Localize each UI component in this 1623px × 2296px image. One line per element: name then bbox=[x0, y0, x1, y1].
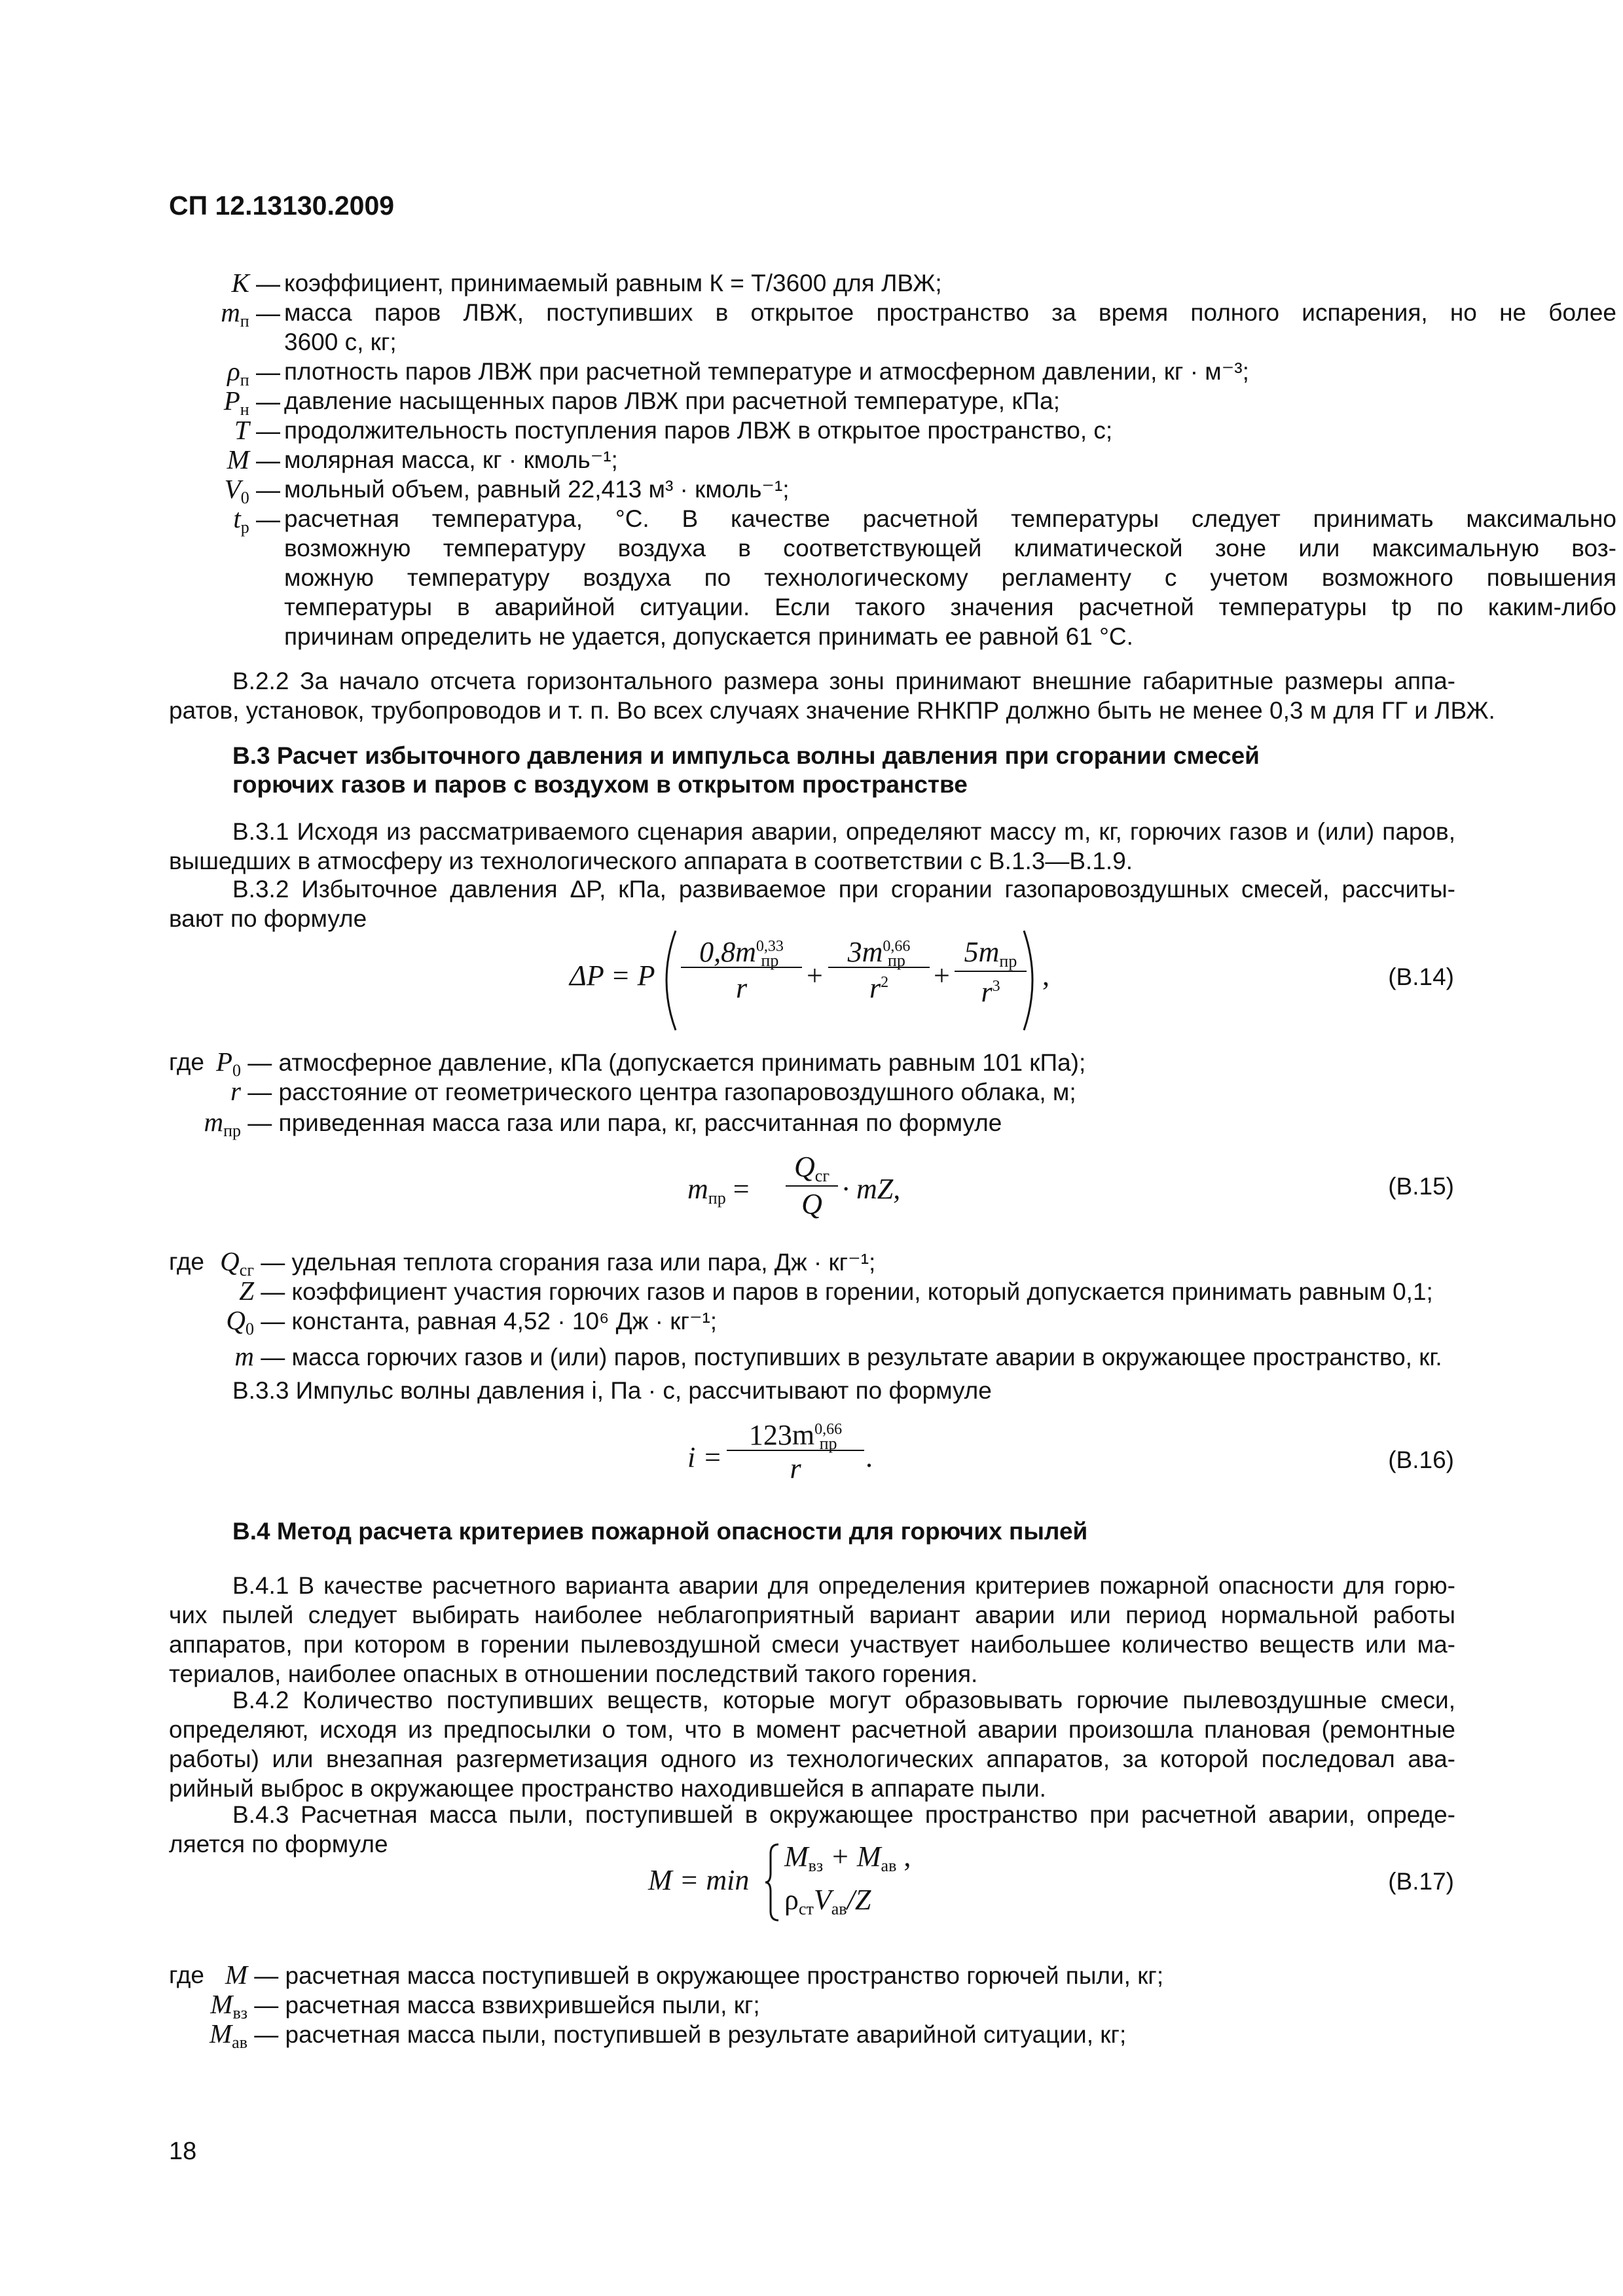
em-dash: — bbox=[249, 388, 280, 415]
tail-text: · mZ, bbox=[842, 1173, 901, 1205]
term-3-num: 5m bbox=[964, 936, 1000, 968]
left-paren bbox=[655, 928, 681, 1033]
definition-text bbox=[284, 445, 1616, 475]
definition-text: — расчетная масса поступившей в окружающее пространство горючей пыли, кг; bbox=[247, 1962, 1164, 1989]
term-2-den-exp: 2 bbox=[881, 974, 889, 991]
row2-tail: /Z bbox=[847, 1884, 871, 1916]
formula-b16-fraction bbox=[727, 1420, 864, 1483]
text-line: плотность паров ЛВЖ при расчетной температуре и атмосферном давлении, кг · м⁻³; bbox=[284, 358, 1249, 385]
lhs-symbol: m bbox=[687, 1173, 708, 1205]
symbol-subscript: 0 bbox=[240, 488, 249, 507]
text-line: определяют, исходя из предпосылки о том, что в момент расчетной аварии произошла плановая (ремонтные bbox=[169, 1716, 1455, 1743]
definition-symbol bbox=[227, 357, 280, 389]
formula-b17-lhs bbox=[648, 1865, 749, 1895]
text-line: 3600 с, кг; bbox=[284, 329, 397, 355]
text-line: чих пылей следует выбирать наиболее неблагоприятный вариант аварии или период нормальной работы bbox=[169, 1602, 1455, 1628]
row1-sym: M bbox=[784, 1840, 809, 1873]
symbol-letter: T bbox=[234, 415, 249, 445]
definition-text bbox=[284, 504, 1616, 651]
term-1 bbox=[681, 937, 802, 1003]
term-1-exp: 0,33 bbox=[756, 937, 784, 955]
definition-text: — приведенная масса газа или пара, кг, рассчитанная по формуле bbox=[241, 1109, 1002, 1136]
text-line: температуры в аварийной ситуации. Если такого значения расчетной температуры tр по каким-либо bbox=[284, 594, 1616, 620]
text-line: вают по формуле bbox=[169, 905, 367, 932]
definition-symbol bbox=[169, 1047, 241, 1080]
lead-word: где bbox=[169, 1248, 205, 1275]
text-line: вышедших в атмосферу из технологического аппарата в соответствии с В.1.3—В.1.9. bbox=[169, 848, 1133, 874]
left-brace bbox=[763, 1842, 782, 1923]
den-symbol: Q bbox=[801, 1188, 822, 1220]
text-line: масса паров ЛВЖ, поступивших в открытое пространство за время полного испарения, но не более bbox=[284, 299, 1616, 326]
term-2-sub: пр bbox=[887, 950, 905, 970]
formula-b15-tail bbox=[842, 1174, 900, 1204]
text-line: териалов, наиболее опасных в отношении последствий такого горения. bbox=[169, 1660, 978, 1687]
term-2-exp: 0,66 bbox=[883, 937, 911, 955]
row1-tail: , bbox=[896, 1840, 911, 1873]
paragraph-b42 bbox=[169, 1685, 1455, 1803]
text-line: В.3.2 Избыточное давления ΔP, кПа, развиваемое при сгорании газопаровоздушных смесей, рассчиты- bbox=[232, 876, 1455, 903]
formula-b17-row2 bbox=[784, 1885, 871, 1918]
definition-symbol bbox=[231, 268, 280, 298]
formula-b16 bbox=[687, 1419, 873, 1499]
num-text: 123m bbox=[748, 1419, 815, 1451]
em-dash: — bbox=[249, 506, 280, 533]
definition-item bbox=[169, 1276, 1433, 1306]
definition-text bbox=[284, 268, 1616, 298]
definition-item bbox=[169, 1107, 1002, 1140]
symbol-letter: t bbox=[233, 503, 241, 533]
formula-b17 bbox=[648, 1839, 923, 1924]
term-2-den: r bbox=[869, 972, 881, 1004]
em-dash: — bbox=[249, 300, 280, 327]
symbol-letter: m bbox=[234, 1341, 254, 1371]
lead-word: где bbox=[169, 1049, 205, 1075]
text-line: работы) или внезапная разгерметизация одного из технологических аппаратов, за которой последовал ава- bbox=[169, 1746, 1455, 1772]
paragraph-b31 bbox=[169, 817, 1455, 876]
symbol-subscript: 0 bbox=[246, 1319, 254, 1338]
paragraph-b22 bbox=[169, 666, 1495, 725]
term-3-sub: пр bbox=[999, 952, 1017, 971]
definition-symbol bbox=[224, 386, 280, 419]
paragraph-b41 bbox=[169, 1571, 1455, 1689]
definition-symbol bbox=[233, 504, 280, 537]
symbol-letter: M bbox=[225, 1960, 247, 1990]
em-dash: — bbox=[249, 447, 280, 474]
definition-item bbox=[169, 1077, 1076, 1107]
page-number: 18 bbox=[169, 2138, 197, 2165]
num-sub: сг bbox=[814, 1166, 830, 1185]
text-line: можную температуру воздуха по технологическому регламенту с учетом возможного повышения bbox=[284, 564, 1616, 591]
section-heading-b4: В.4 Метод расчета критериев пожарной опасности для горючих пылей bbox=[232, 1518, 1088, 1545]
symbol-subscript: п bbox=[240, 312, 249, 331]
em-dash: — bbox=[249, 476, 280, 503]
definition-symbol bbox=[234, 416, 280, 446]
symbol-letter: V bbox=[224, 474, 241, 504]
text-line: причинам определить не удается, допускается принимать ее равной 61 °С. bbox=[284, 623, 1133, 650]
definition-symbol bbox=[227, 445, 280, 475]
formula-tail: , bbox=[1042, 960, 1049, 992]
text-line: молярная масса, кг · кмоль⁻¹; bbox=[284, 446, 618, 473]
text-line: ляется по формуле bbox=[169, 1831, 388, 1857]
definition-text: — расчетная масса взвихрившейся пыли, кг; bbox=[247, 1992, 760, 2018]
den-text: r bbox=[790, 1452, 801, 1484]
term-1-den: r bbox=[735, 972, 748, 1004]
definition-text: — расстояние от геометрического центра газопаровоздушного облака, м; bbox=[241, 1079, 1076, 1105]
definition-item bbox=[169, 1247, 875, 1280]
definition-item bbox=[169, 1990, 760, 2022]
text-line: ратов, установок, трубопроводов и т. п. Во всех случаях значение RНКПР должно быть не менее 0,3 м для ГГ и ЛВЖ. bbox=[169, 697, 1495, 724]
text-line: расчетная температура, °С. В качестве расчетной температуры следует принимать максимально bbox=[284, 505, 1616, 532]
lhs-text: M = min bbox=[648, 1864, 750, 1896]
term-3-den: r bbox=[981, 976, 993, 1008]
definition-item bbox=[169, 1306, 717, 1338]
definition-text: — коэффициент участия горючих газов и паров в горении, который допускается принимать равным 0,1; bbox=[254, 1278, 1433, 1305]
row2-sub2: ав bbox=[831, 1899, 847, 1918]
text-line: В.4.1 В качестве расчетного варианта аварии для определения критериев пожарной опасности для горю- bbox=[232, 1572, 1455, 1599]
definition-item bbox=[169, 1342, 1442, 1372]
symbol-subscript: пр bbox=[223, 1121, 241, 1140]
term-3 bbox=[955, 937, 1027, 1012]
em-dash: — bbox=[249, 270, 280, 297]
em-dash: — bbox=[249, 418, 280, 444]
symbol-letter: r bbox=[230, 1076, 241, 1106]
definition-item bbox=[169, 2019, 1126, 2052]
symbol-subscript: н bbox=[240, 400, 249, 419]
symbol-letter: M bbox=[210, 2018, 232, 2049]
symbol-letter: Q bbox=[226, 1305, 246, 1335]
text-line: рийный выброс в окружающее пространство находившейся в аппарате пыли. bbox=[169, 1775, 1046, 1802]
symbol-letter: К bbox=[231, 268, 249, 298]
text-line: давление насыщенных паров ЛВЖ при расчетной температуре, кПа; bbox=[284, 387, 1060, 414]
lhs-text: i = bbox=[687, 1441, 722, 1473]
definition-text bbox=[284, 386, 1616, 416]
heading-line: В.3 Расчет избыточного давления и импульса волны давления при сгорании смесей bbox=[232, 742, 1260, 769]
symbol-subscript: вз bbox=[232, 2003, 247, 2022]
formula-number-b14: (В.14) bbox=[1388, 963, 1454, 990]
definition-symbol bbox=[169, 1107, 241, 1140]
definition-text bbox=[284, 475, 1616, 504]
right-paren bbox=[1021, 928, 1041, 1033]
symbol-subscript: сг bbox=[239, 1261, 254, 1280]
symbol-letter: ρ bbox=[227, 356, 240, 386]
text-line: аппаратов, при котором в горении пылевоздушной смеси участвует наибольшее количество веществ или ма- bbox=[169, 1631, 1455, 1658]
definition-text: — удельная теплота сгорания газа или пара, Дж · кг⁻¹; bbox=[254, 1249, 876, 1276]
formula-b15 bbox=[687, 1152, 910, 1230]
heading-line: горючих газов и паров с воздухом в открытом пространстве bbox=[232, 771, 968, 798]
plus-1: + bbox=[807, 960, 823, 992]
definition-item bbox=[169, 1047, 1085, 1080]
term-2 bbox=[828, 937, 930, 1008]
definition-symbol bbox=[169, 2019, 247, 2052]
definition-text: — масса горючих газов и (или) паров, поступивших в результате аварии в окружающее пространство, кг. bbox=[254, 1344, 1442, 1371]
num-symbol: Q bbox=[794, 1151, 815, 1183]
row1-sub2: ав bbox=[881, 1856, 897, 1875]
symbol-subscript: п bbox=[240, 370, 249, 389]
definition-text: — константа, равная 4,52 · 10⁶ Дж · кг⁻¹; bbox=[254, 1308, 718, 1335]
lhs-sub: пр bbox=[708, 1189, 726, 1208]
term-3-den-exp: 3 bbox=[992, 978, 1000, 995]
formula-b15-fraction bbox=[786, 1152, 838, 1219]
formula-number-b15: (В.15) bbox=[1388, 1173, 1454, 1200]
symbol-letter: M bbox=[227, 444, 249, 475]
definition-symbol bbox=[169, 1306, 254, 1338]
definition-text bbox=[284, 357, 1616, 386]
formula-number-b17: (В.17) bbox=[1388, 1868, 1454, 1895]
formula-b17-row1 bbox=[784, 1842, 911, 1875]
definition-symbol bbox=[169, 1960, 247, 1990]
definition-text bbox=[284, 298, 1616, 357]
formula-lhs bbox=[570, 961, 655, 990]
text-line: В.4.3 Расчетная масса пыли, поступившей в окружающее пространство при расчетной аварии, опреде- bbox=[232, 1801, 1455, 1828]
text-line: В.3.3 Импульс волны давления i, Па · с, рассчитывают по формуле bbox=[232, 1377, 992, 1404]
text-line: В.4.2 Количество поступивших веществ, которые могут образовывать горючие пылевоздушные смеси, bbox=[232, 1687, 1455, 1713]
text-line: коэффициент, принимаемый равным К = Т/3600 для ЛВЖ; bbox=[284, 270, 942, 296]
symbol-letter: m bbox=[204, 1107, 224, 1137]
definition-text: — атмосферное давление, кПа (допускается принимать равным 101 кПа); bbox=[241, 1049, 1086, 1076]
lead-word: где bbox=[169, 1962, 205, 1988]
formula-b16-lhs bbox=[687, 1443, 722, 1472]
formula-number-b16: (В.16) bbox=[1388, 1446, 1454, 1473]
symbol-letter: m bbox=[221, 297, 240, 327]
row2-v: V bbox=[813, 1884, 831, 1916]
symbol-letter: M bbox=[210, 1989, 233, 2019]
definition-symbol bbox=[169, 1077, 241, 1107]
row2-rho: ρ bbox=[784, 1884, 799, 1916]
term-1-sub: пр bbox=[761, 950, 779, 970]
formula-lhs-text: ΔP = P bbox=[570, 960, 655, 992]
formula-b16-tail: . bbox=[866, 1441, 873, 1473]
definition-symbol bbox=[169, 1247, 254, 1280]
formula-b14 bbox=[570, 928, 1049, 1033]
symbol-letter: Q bbox=[220, 1246, 240, 1276]
definition-text: — расчетная масса пыли, поступившей в результате аварийной ситуации, кг; bbox=[247, 2021, 1127, 2048]
definition-symbol bbox=[169, 1276, 254, 1306]
definition-symbol bbox=[169, 1990, 247, 2022]
plus-2: + bbox=[934, 960, 950, 992]
definition-symbol bbox=[225, 475, 280, 507]
definition-symbol bbox=[169, 1342, 254, 1372]
definition-item bbox=[169, 1960, 1163, 1990]
term-2-num: 3m bbox=[847, 936, 883, 968]
symbol-subscript: р bbox=[240, 518, 249, 537]
section-heading-b3 bbox=[232, 742, 1260, 799]
symbol-letter: P bbox=[223, 386, 240, 416]
text-line: В.2.2 За начало отсчета горизонтального размера зоны принимают внешние габаритные размеры аппа- bbox=[232, 668, 1455, 694]
paragraph-b33 bbox=[232, 1376, 1519, 1405]
row1-sub1: вз bbox=[808, 1856, 824, 1875]
paragraph-b32 bbox=[169, 874, 1455, 933]
term-1-num: 0,8m bbox=[699, 936, 756, 968]
em-dash: — bbox=[249, 359, 280, 386]
symbol-letter: Z bbox=[239, 1276, 254, 1306]
document-header: СП 12.13130.2009 bbox=[169, 190, 395, 221]
text-line: возможную температуру воздуха в соответствующей климатической зоне или максимальную воз- bbox=[284, 535, 1616, 562]
symbol-subscript: 0 bbox=[232, 1061, 241, 1080]
num-exp: 0,66 bbox=[814, 1420, 843, 1438]
symbol-subscript: ав bbox=[232, 2033, 247, 2052]
num-sub: пр bbox=[819, 1433, 837, 1453]
text-line: продолжительность поступления паров ЛВЖ в открытое пространство, с; bbox=[284, 417, 1113, 444]
symbol-letter: P bbox=[215, 1047, 232, 1077]
text-line: В.3.1 Исходя из рассматриваемого сценария аварии, определяют массу m, кг, горючих газов и (или) паров, bbox=[232, 818, 1455, 845]
row2-sub1: ст bbox=[798, 1899, 814, 1918]
definition-symbol bbox=[221, 298, 280, 331]
formula-b15-lhs: mпр = bbox=[687, 1173, 750, 1208]
row1-plus: + M bbox=[823, 1840, 881, 1873]
definition-text bbox=[284, 416, 1616, 445]
text-line: мольный объем, равный 22,413 м³ · кмоль⁻¹; bbox=[284, 476, 790, 503]
